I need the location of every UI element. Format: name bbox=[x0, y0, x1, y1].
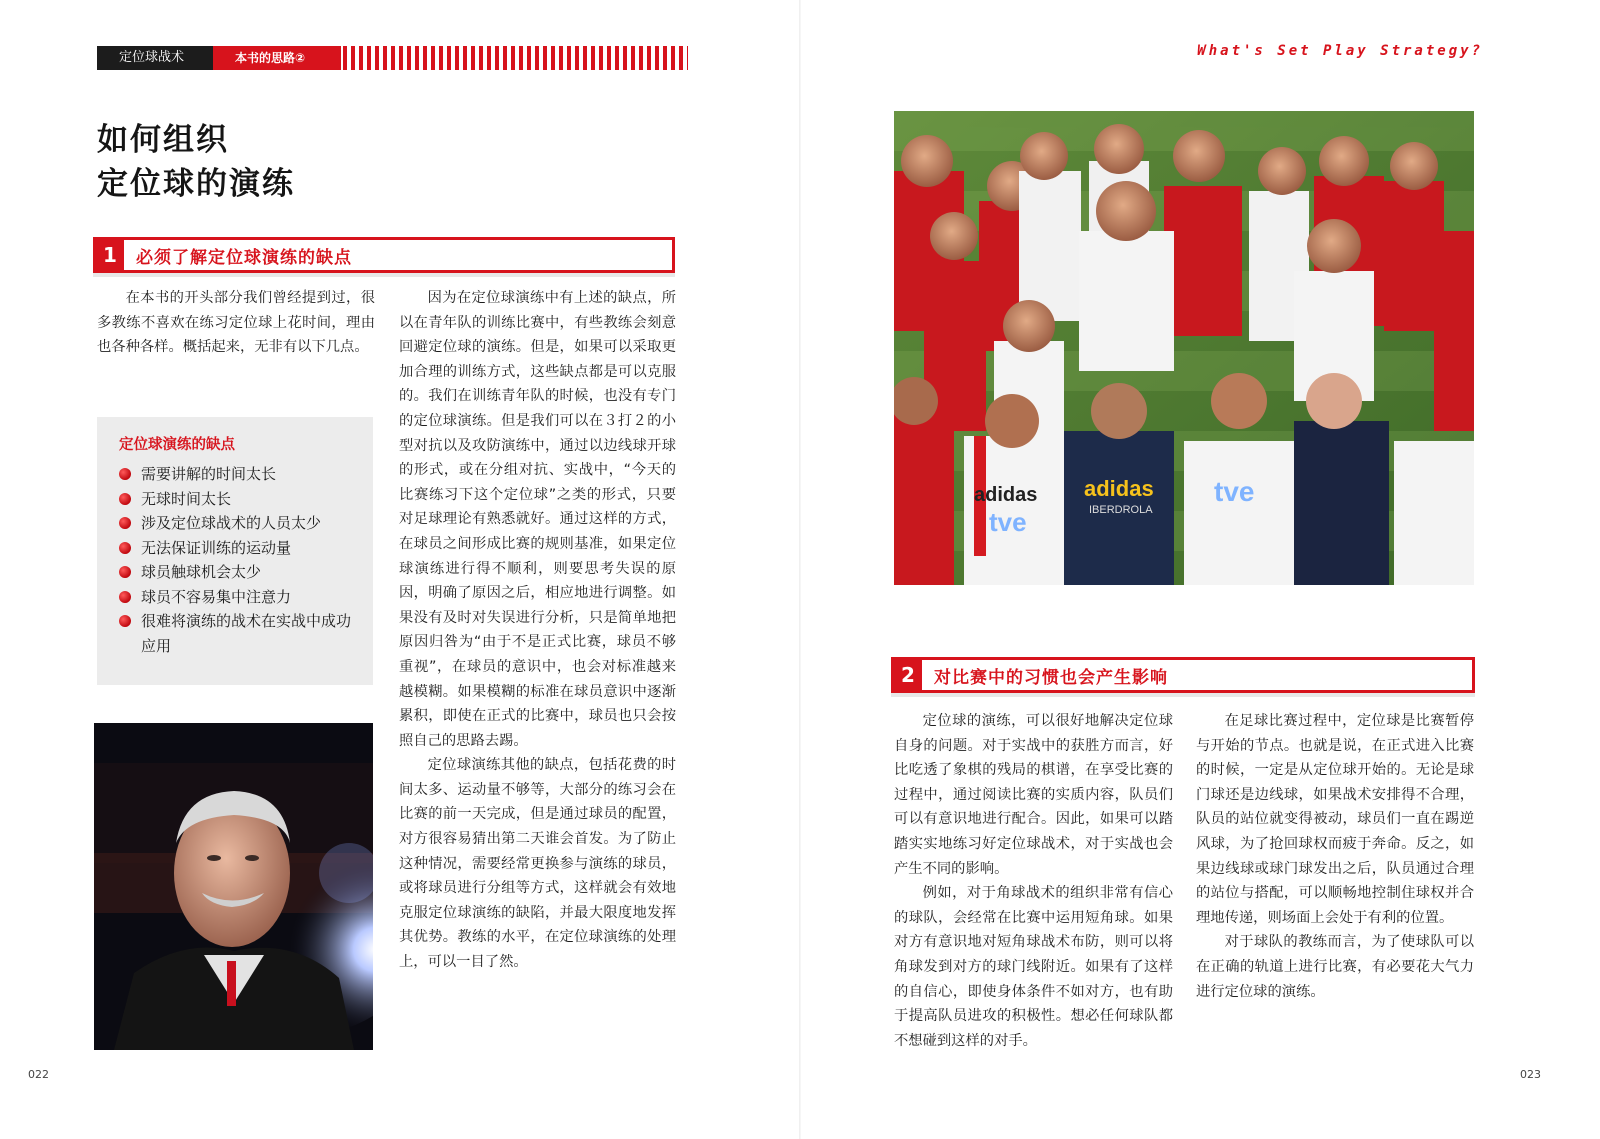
page-number-right: 023 bbox=[1520, 1068, 1541, 1081]
team-huddle-photo bbox=[894, 111, 1474, 585]
drawbacks-item-text: 很难将演练的战术在实战中成功应用 bbox=[141, 612, 352, 655]
section1-paragraph-2: 定位球演练其他的缺点，包括花费的时间太多、运动量不够等，大部分的练习会在比赛的前一天完成，但是通过球员的配置，对方很容易猜出第二天谁会首发。为了防止这种情况，需要经常更换参与演练的球员，或将球员进行分组等方式，这样就会有效地克服定位球演练的缺陷，并最大限度地发挥其优势。教练的水平，在定位球演练的处理上，可以一目了然。 bbox=[399, 757, 676, 971]
drawbacks-item-text: 球员触球机会太少 bbox=[141, 563, 262, 581]
section2-title: 对比赛中的习惯也会产生影响 bbox=[934, 667, 1168, 688]
section1-number: 1 bbox=[96, 240, 124, 270]
section1-body bbox=[399, 286, 676, 975]
section2-column-2 bbox=[1196, 709, 1474, 1004]
bullet-icon bbox=[119, 591, 131, 603]
coach-portrait-photo bbox=[94, 723, 373, 1050]
section2-col1-paragraph-2: 例如，对于角球战术的组织非常有信心的球队，会经常在比赛中运用短角球。如果对方有意识地对短角球战术布防，则可以将角球发到对方的球门线附近。如果有了这样的自信心，即使身体条件不如对方，也有助于提高队员进攻的积极性。想必任何球队都不想碰到这样的对手。 bbox=[894, 885, 1173, 1049]
drawbacks-list bbox=[119, 462, 359, 658]
drawbacks-list-item bbox=[119, 536, 359, 561]
section2-col2-paragraph-1: 在足球比赛过程中，定位球是比赛暂停与开始的节点。也就是说，在正式进入比赛的时候，一定是从定位球开始的。无论是球门球还是边线球，如果战术安排得不合理，队员的站位就变得被动，球员们一直在踢逆风球，为了抢回球权而疲于奔命。反之，如果边线球或球门球发出之后，队员通过合理的站位与搭配，可以顺畅地控制住球权并合理地传递，则场面上会处于有利的位置。 bbox=[1196, 713, 1474, 926]
page-gutter bbox=[799, 0, 801, 1139]
drawbacks-list-item bbox=[119, 487, 359, 512]
section1-intro bbox=[97, 286, 375, 360]
drawbacks-item-text: 无球时间太长 bbox=[141, 489, 232, 508]
coach-photo-graphic bbox=[94, 723, 373, 1050]
bullet-icon bbox=[119, 517, 131, 529]
bullet-icon bbox=[119, 493, 131, 505]
page-number-left: 022 bbox=[28, 1068, 49, 1081]
drawbacks-box-title: 定位球演练的缺点 bbox=[119, 437, 235, 453]
page-title-line1: 如何组织 bbox=[97, 122, 229, 158]
team-photo-graphic bbox=[894, 111, 1474, 585]
jersey-sponsor-text: IBERDROLA bbox=[1089, 504, 1153, 516]
bullet-icon bbox=[119, 468, 131, 480]
section2-number: 2 bbox=[894, 660, 922, 690]
section1-heading bbox=[93, 237, 675, 273]
jersey-broadcaster-text-2: tve bbox=[1214, 476, 1255, 507]
drawbacks-item-text: 涉及定位球战术的人员太少 bbox=[141, 514, 322, 532]
drawbacks-list-item bbox=[119, 462, 359, 487]
left-page-header bbox=[97, 46, 688, 70]
section2-col1-paragraph-1: 定位球的演练，可以很好地解决定位球自身的问题。对于实战中的获胜方而言，好比吃透了象棋的残局的棋谱，在享受比赛的过程中，通过阅读比赛的实质内容，队员们可以有意识地进行配合。因此，如果可以踏踏实实地练习好定位球战术，对于实战也会产生不同的影响。 bbox=[894, 713, 1173, 877]
drawbacks-list-item bbox=[119, 560, 359, 585]
chapter-label: 本书的思路② bbox=[213, 46, 341, 70]
drawbacks-box bbox=[97, 417, 373, 685]
drawbacks-list-item bbox=[119, 609, 359, 658]
section1-intro-text: 在本书的开头部分我们曾经提到过，很多教练不喜欢在练习定位球上花时间，理由也各种各样。概括起来，无非有以下几点。 bbox=[97, 290, 375, 356]
bullet-icon bbox=[119, 566, 131, 578]
section1-title: 必须了解定位球演练的缺点 bbox=[136, 247, 352, 268]
page-title bbox=[97, 118, 295, 206]
bullet-icon bbox=[119, 615, 131, 627]
drawbacks-item-text: 需要讲解的时间太长 bbox=[141, 465, 277, 483]
section-label: 定位球战术 bbox=[97, 46, 213, 70]
jersey-brand-text: adidas bbox=[974, 484, 1038, 506]
page-title-line2: 定位球的演练 bbox=[97, 166, 295, 202]
jersey-broadcaster-text: tve bbox=[989, 507, 1027, 537]
section2-heading bbox=[891, 657, 1475, 693]
drawbacks-list-item bbox=[119, 511, 359, 536]
jersey-brand-text-2: adidas bbox=[1084, 476, 1154, 501]
header-stripe-decoration bbox=[343, 46, 688, 70]
bullet-icon bbox=[119, 542, 131, 554]
drawbacks-item-text: 无法保证训练的运动量 bbox=[141, 538, 292, 557]
running-title: What's Set Play Strategy? bbox=[1197, 43, 1483, 59]
section1-paragraph-1: 因为在定位球演练中有上述的缺点，所以在青年队的训练比赛中，有些教练会刻意回避定位球的演练。但是，如果可以采取更加合理的训练方式，这些缺点都是可以克服的。我们在训练青年队的时候，也没有专门的定位球演练。但是我们可以在３打２的小型对抗以及攻防演练中，通过以边线球开球的形式，或在分组对抗、实战中，“今天的比赛练习下这个定位球”之类的形式，只要对足球理论有熟悉就好。通过这样的方式，在球员之间形成比赛的规则基准，如果定位球演练进行得不顺利，则要思考失误的原因，明确了原因之后，相应地进行调整。如果没有及时对失误进行分析，只是简单地把原因归咎为“由于不是正式比赛，球员不够重视”，在球员的意识中，也会对标准越来越模糊。如果模糊的标准在球员意识中逐渐累积，即使在正式的比赛中，球员也只会按照自己的思路去踢。 bbox=[399, 290, 676, 749]
section2-column-1 bbox=[894, 709, 1173, 1053]
section2-col2-paragraph-2: 对于球队的教练而言，为了使球队可以在正确的轨道上进行比赛，有必要花大气力进行定位球的演练。 bbox=[1196, 934, 1474, 1000]
drawbacks-list-item bbox=[119, 585, 359, 610]
drawbacks-item-text: 球员不容易集中注意力 bbox=[141, 587, 292, 606]
